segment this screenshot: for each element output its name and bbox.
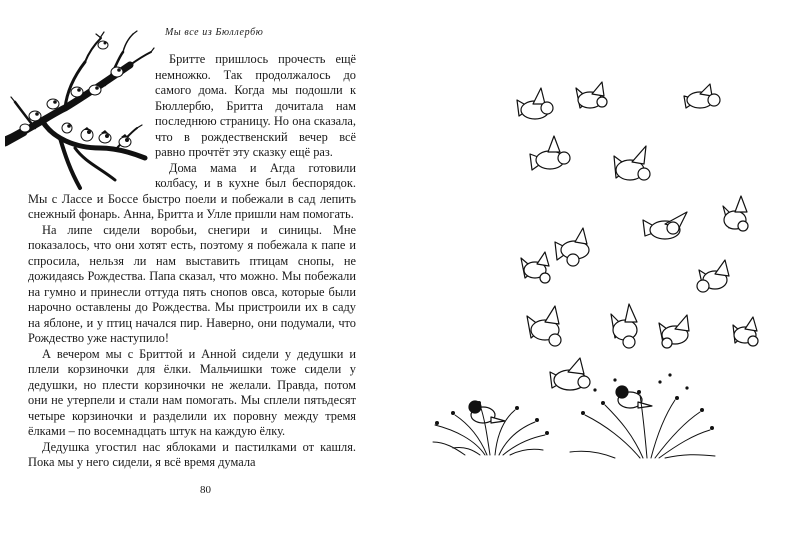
birds-flying-to-sheaves-illustration	[425, 70, 775, 460]
paragraph: На липе сидели воробьи, снегири и синицы. Мне показалось, что они хотят есть, поэтому я побежала к папе и спросила, нельзя ли нам выставить птицам снопы, не дожидаясь Рождества. Папа сказал, что можно. Мы побежали на гумно и принесли оттуда пять снопов овса, которые были нарочно оставлены до Рождества. Мы пристроили их в саду на яблоне, и у птиц начался пир. Наверно, они подумали, что Рождество уже наступило!	[28, 222, 356, 345]
body-text	[28, 52, 356, 471]
paragraph: А вечером мы с Бриттой и Анной сидели у дедушки и плели корзиночки для ёлки. Мальчишки тоже сидели у дедушки, но плести корзиночки не желали. Правда, потом они не утерпели и стали нам помогать. Мы сплели пятьдесят четыре корзиночки и разделили их поровну между тремя ёлками – по восемнадцать штук на каждую ёлку.	[28, 346, 356, 438]
paragraph: Дедушка угостил нас яблоками и пастилками от кашля. Пока мы у него сидели, я всё время думала	[28, 439, 356, 469]
page-number: 80	[200, 484, 211, 496]
running-title: Мы все из Бюллербю	[165, 27, 264, 38]
paragraph: Бритте пришлось прочесть ещё немножко. Так продолжалось до самого дома. Когда мы подошли к Бюллербю, Бритта дочитала нам последнюю страницу. Но она сказала, что в рождественский вечер всё равно прочтёт эту сказку ещё раз.	[155, 52, 356, 159]
paragraph: Дома мама и Агда готовили колбасу, и в кухне был беспорядок. Мы с Лассе и Боссе быстро поели и побежали в сад лепить снежный фонарь. Анна, Бритта и Улле пришли нам помогать.	[28, 160, 356, 221]
